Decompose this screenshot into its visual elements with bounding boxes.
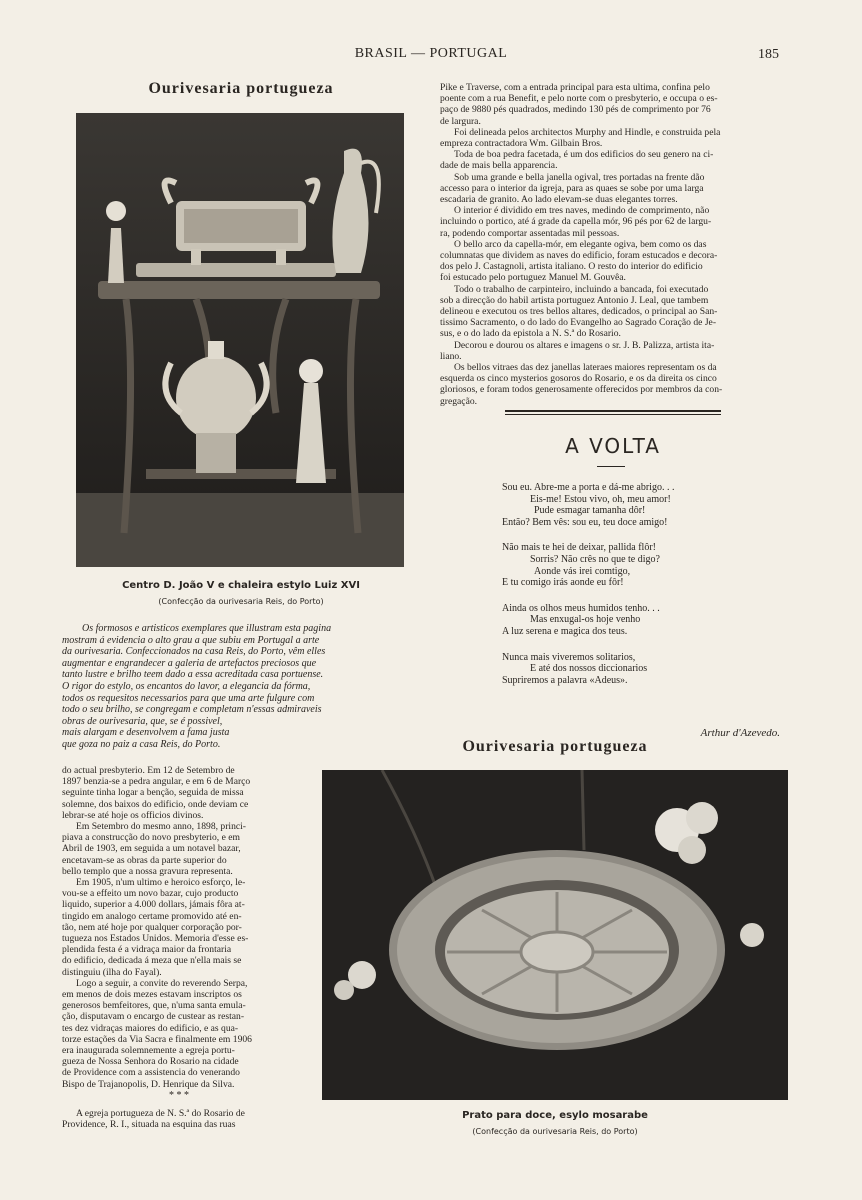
text-line: tes dez vidraças maiores do edificio, e as qua-	[62, 1022, 239, 1034]
text-line: era inaugurada solemnemente a egreja portu-	[62, 1045, 235, 1057]
text-line: columnatas que dividem as naves do edificio, foram estucados e decora-	[440, 250, 718, 262]
poem-line: A luz serena e magica dos teus.	[502, 625, 628, 637]
italic-line: Os formosos e artisticos exemplares que illustram esta pagina	[82, 623, 332, 634]
text-line: incluindo o portico, até á grade da capella mór, 96 pés por 62 de largu-	[440, 216, 712, 228]
text-line: poente com a rua Benefit, e pelo norte com o presbyterio, e occupa o es-	[440, 93, 718, 105]
left-column-text	[62, 765, 296, 1090]
text-line: encetavam-se as obras da parte superior do	[62, 854, 227, 866]
text-line: generosos bemfeitores, que, n'uma santa emula-	[62, 1000, 246, 1012]
text-line: Bispo de Trajanopolis, D. Henrique da Silva.	[62, 1078, 235, 1090]
poem-title-rule	[597, 466, 625, 467]
photo-illustration	[322, 770, 788, 1100]
poem-line: Então? Bem vês: sou eu, teu doce amigo!	[502, 516, 668, 528]
text-line: tingido em analogo certame promovido até en-	[62, 910, 242, 922]
text-line: tugueza nos Estados Unidos. Memoria d'esse es-	[62, 933, 249, 945]
text-line: tissimo Sacramento, o do lado do Evangelho ao Sagrado Coração de Je-	[440, 317, 717, 329]
italic-line: obras de ourivesaria, que, se é possivel,	[62, 715, 223, 727]
text-line: liquido, superior a 4.000 dollars, jámais fôra at-	[62, 899, 245, 911]
text-line: seguinte tinha logar a benção, seguida de missa	[62, 787, 244, 799]
page-number: 185	[758, 47, 779, 62]
text-line: Providence, R. I., situada na esquina das ruas	[62, 1119, 236, 1131]
text-line: Logo a seguir, a convite do reverendo Serpa,	[76, 977, 248, 989]
text-line: de largura.	[440, 115, 481, 127]
poem-line: Mas enxugal-os hoje venho	[530, 614, 641, 626]
text-line: solemne, dos baixos do edificio, onde deviam ce	[62, 798, 249, 810]
text-line: sob a direcção do habil artista portuguez Antonio J. Leal, que tambem	[440, 294, 709, 306]
text-line: O bello arco da capella-mór, em elegante ogiva, bem como os das	[454, 238, 707, 250]
text-line: 1897 benzia-se a pedra angular, e em 6 de Março	[62, 776, 251, 788]
poem-line: Nunca mais viveremos solitarios,	[502, 651, 636, 663]
photo-illustration	[76, 113, 404, 567]
divider-rule	[505, 414, 721, 415]
text-line: gloriosos, e foram todos generosamente offerecidos por membros da con-	[440, 384, 723, 396]
text-line: ra, podendo comportar assentadas mil pessoas.	[440, 227, 620, 239]
text-line: Em Setembro do mesmo anno, 1898, princi-	[76, 821, 246, 833]
poem-line: Não mais te hei de deixar, pallida flôr!	[502, 542, 656, 554]
text-line: escadaria de granito. Ao lado elevam-se duas elegantes torres.	[440, 194, 678, 206]
text-line: gregação.	[440, 395, 478, 407]
text-line: dade de mais bella apparencia.	[440, 160, 558, 172]
poem-line: Supriremos a palavra «Adeus».	[502, 674, 628, 686]
text-line: tão, nem até hoje por qualquer corporação por-	[62, 921, 242, 933]
text-line: Abril de 1903, em seguida a um notavel bazar,	[62, 843, 241, 855]
poem-line: Sorris? Não crês no que te digo?	[530, 553, 660, 565]
text-line: Toda de boa pedra facetada, é um dos edificios do seu genero na ci-	[454, 149, 714, 161]
text-line: bello templo que a nossa gravura representa.	[62, 865, 233, 877]
section-title-right: Ourivesaria portugueza	[462, 738, 648, 755]
text-line: piava a construcção do novo presbyterio, e em	[62, 832, 240, 844]
poem-stanza	[502, 603, 762, 638]
poem-stanza	[502, 542, 762, 588]
poem-body	[502, 482, 762, 696]
italic-line: mostram á evidencia o alto grau a que subiu em Portugal a arte	[62, 634, 320, 646]
italic-line: da ourivesaria. Confeccionados na casa Reis, do Porto, vêm elles	[62, 646, 326, 658]
text-line: lebrar-se até hoje os officios divinos.	[62, 809, 204, 821]
italic-description	[62, 623, 414, 751]
italic-line: que goza no paiz a casa Reis, do Porto.	[62, 738, 221, 750]
text-line: Sob uma grande e bella janella ogival, tres portadas na frente dão	[454, 171, 705, 183]
text-line: Pike e Traverse, com a entrada principal para esta ultima, confina pelo	[440, 82, 710, 93]
text-line: sus, e o do lado da epistola a N. S.ª do Rosario.	[440, 328, 621, 340]
section-title-left: Ourivesaria portugueza	[148, 80, 334, 97]
text-line: A egreja portugueza de N. S.ª do Rosario de	[76, 1108, 245, 1119]
text-line: dos pelo J. Castagnoli, artista italiano. O resto do interior do edificio	[440, 261, 703, 273]
italic-line: todos os requesitos necessarios para que uma arte fulgure com	[62, 692, 315, 704]
text-line: Decorou e dourou os altares e imagens o sr. J. B. Palizza, artista ita-	[454, 339, 715, 351]
italic-line: tanto lustre e brilho teem dado a essa acreditada casa portuense.	[62, 669, 324, 681]
right-column-text	[440, 82, 792, 407]
text-line: Todo o trabalho de carpinteiro, incluindo a bancada, foi executado	[454, 283, 709, 295]
photo-glass-dish	[322, 770, 788, 1100]
text-line: empreza contractadora Wm. Gilbain Bros.	[440, 138, 603, 150]
text-line: O interior é dividido em tres naves, medindo de comprimento, não	[454, 205, 710, 217]
text-line: accesso para o interior da igreja, para as quaes se sobe por uma larga	[440, 182, 704, 194]
text-line: liano.	[440, 350, 462, 362]
photo-subcaption-right: (Confecção da ourivesaria Reis, do Porto)	[472, 1127, 638, 1136]
text-line: Os bellos vitraes das dez janellas lateraes maiores representam os da	[454, 362, 717, 374]
text-line: plendida festa é a vidraça maior da frontaria	[62, 944, 232, 956]
photo-subcaption-left: (Confecção da ourivesaria Reis, do Porto)	[158, 597, 324, 606]
text-line: do actual presbyterio. Em 12 de Setembro de	[62, 765, 235, 776]
italic-line: todo o seu brilho, se congregam e completam n'essas admiraveis	[62, 704, 322, 716]
text-line: gueza de Nossa Senhora do Rosario na cidade	[62, 1056, 239, 1068]
text-line: em menos de dois mezes estavam inscriptos os	[62, 989, 242, 1001]
left-column-end-text	[62, 1108, 296, 1130]
running-header: BRASIL — PORTUGAL	[354, 46, 508, 61]
text-line: delineou e executou os tres bellos altares, dedicados, o principal ao San-	[440, 306, 718, 318]
text-line: de Providence com a assistencia do venerando	[62, 1067, 240, 1079]
poem-line: Aonde vás irei comtigo,	[534, 565, 631, 577]
text-line: ção, disputavam o encargo de custear as restan-	[62, 1011, 245, 1023]
text-line: paço de 9880 pés quadrados, medindo 130 pés de comprimento por 76	[440, 104, 711, 116]
italic-line: augmentar e engrandecer a galeria de artefactos preciosos que	[62, 657, 317, 669]
poem-author: Arthur d'Azevedo.	[700, 727, 780, 739]
italic-line: O rigor do estylo, os encantos do lavor, a elegancia da fórma,	[62, 680, 311, 692]
poem-line: Ainda os olhos meus humidos tenho. . .	[502, 602, 660, 614]
poem-stanza	[502, 652, 762, 687]
poem-line: Sou eu. Abre-me a porta e dá-me abrigo. . .	[502, 482, 675, 493]
poem-line: Eis-me! Estou vivo, oh, meu amor!	[530, 493, 671, 505]
divider-rule	[505, 410, 721, 412]
text-line: distinguiu (ilha do Fayal).	[62, 966, 162, 978]
poem-stanza	[502, 482, 762, 528]
text-line: Em 1905, n'um ultimo e heroico esforço, le-	[76, 877, 246, 889]
poem-line: Pude esmagar tamanha dôr!	[534, 505, 646, 517]
poem-line: E até dos nossos diccionarios	[530, 663, 648, 675]
photo-silver-centerpiece	[76, 113, 404, 567]
text-line: vou-se a effeito um novo bazar, cujo producto	[62, 888, 239, 900]
text-line: torze estações da Via Sacra e finalmente em 1906	[62, 1033, 252, 1045]
photo-caption-right: Prato para doce, esylo mosarabe	[462, 1110, 648, 1121]
text-line: esquerda os cinco mysterios gosoros do Rosario, e os da direita os cinco	[440, 373, 717, 385]
text-line: do edificio, dedicada á meza que n'ella mais se	[62, 955, 242, 967]
poem-line: E tu comigo irás aonde eu fôr!	[502, 577, 624, 589]
text-line: foi estucado pelo portuguez Manuel M. Gouvêa.	[440, 272, 626, 284]
poem-title: A VOLTA	[565, 434, 661, 458]
asterism: * * *	[169, 1090, 189, 1101]
italic-line: mais alargam e desenvolvem a fama justa	[62, 727, 230, 739]
photo-caption-left: Centro D. João V e chaleira estylo Luiz XVI	[122, 580, 360, 591]
text-line: Foi delineada pelos architectos Murphy and Hindle, e construida pela	[454, 126, 721, 138]
